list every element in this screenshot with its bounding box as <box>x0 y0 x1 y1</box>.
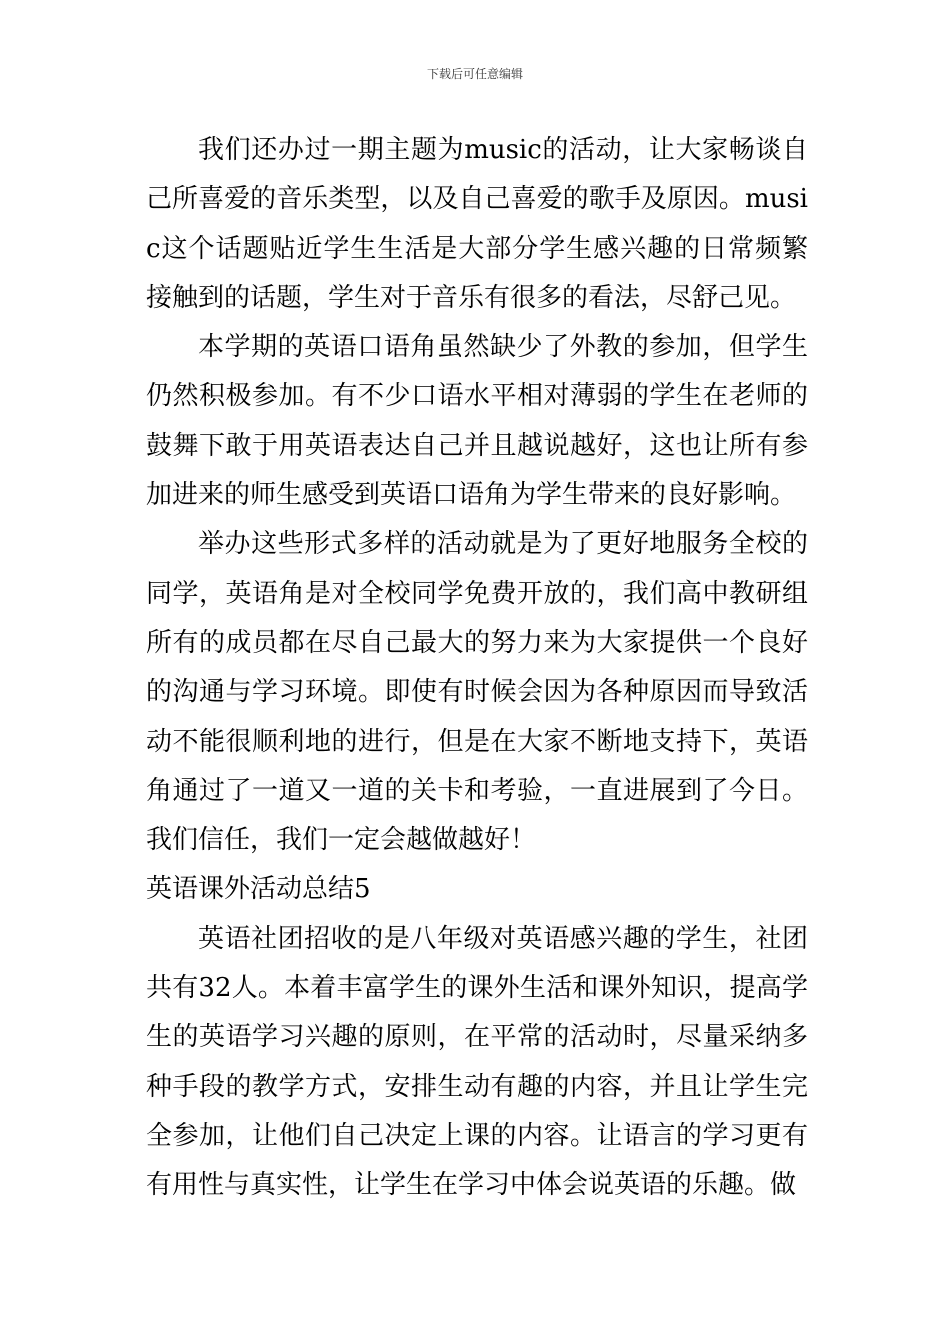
header-note: 下载后可任意编辑 <box>426 67 523 81</box>
paragraph-music-activity: 我们还办过一期主题为music的活动，让大家畅谈自己所喜爱的音乐类型，以及自己喜爱的歌手及原因。music这个话题贴近学生生活是大部分学生感兴趣的日常频繁接触到的话题，学生对于音乐有很多的看法，尽舒己见。 <box>146 135 808 313</box>
paragraph-activity-purpose: 举办这些形式多样的活动就是为了更好地服务全校的同学，英语角是对全校同学免费开放的，我们高中教研组所有的成员都在尽自己最大的努力来为大家提供一个良好的沟通与学习环境。即使有时候会因为各种原因而导致活动不能很顺利地的进行，但是在大家不断地支持下，英语角通过了一道又一道的关卡和考验，一直进展到了今日。我们信任，我们一定会越做越好！ <box>146 529 808 856</box>
document-body <box>146 126 808 1211</box>
paragraph-english-club: 英语社团招收的是八年级对英语感兴趣的学生，社团共有32人。本着丰富学生的课外生活和课外知识，提高学生的英语学习兴趣的原则，在平常的活动时，尽量采纳多种手段的教学方式，安排生动有趣的内容，并且让学生完全参加，让他们自己决定上课的内容。让语言的学习更有有用性与真实性，让学生在学习中体会说英语的乐趣。做 <box>146 923 808 1201</box>
paragraph-oral-english-corner: 本学期的英语口语角虽然缺少了外教的参加，但学生仍然积极参加。有不少口语水平相对薄弱的学生在老师的鼓舞下敢于用英语表达自己并且越说越好，这也让所有参加进来的师生感受到英语口语角为学生带来的良好影响。 <box>146 332 808 511</box>
section-heading: 英语课外活动总结5 <box>146 874 371 905</box>
